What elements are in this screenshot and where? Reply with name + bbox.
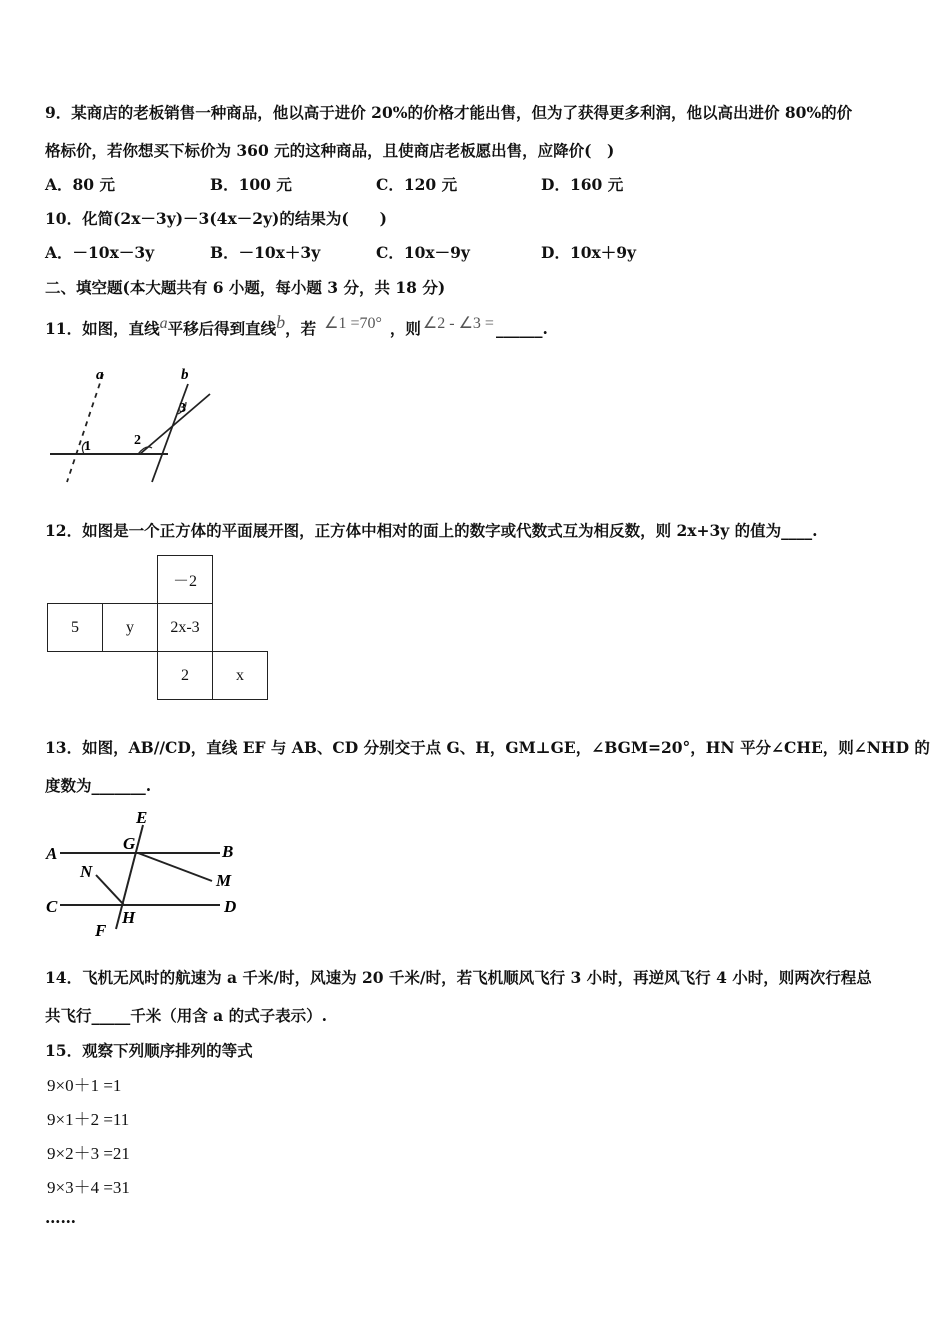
q13-fig-line-hn [96, 875, 124, 905]
q15-ellipsis: …… [45, 1208, 76, 1227]
q15-equation: 9×0＋1 =1 [47, 1076, 122, 1095]
q13-fig-label-b: B [222, 842, 234, 861]
q12-net-cell: 5 [48, 604, 103, 652]
q12-cube-net [47, 555, 268, 700]
section-heading-fill-in: 二、填空题(本大题共有 6 小题，每小题 3 分，共 18 分) [45, 278, 446, 297]
q13-fig-label-h: H [122, 908, 136, 927]
q11-part4: ，则 [389, 319, 421, 339]
q11-var-a: a [159, 315, 168, 332]
q11-var-b: b [276, 312, 286, 332]
q12-net-cell: 2 [158, 652, 213, 700]
q11-fig-label-3: 3 [179, 401, 186, 416]
q10-option-b: B．－10x＋3y [210, 243, 321, 262]
q14-line1: 14．飞机无风时的航速为 a 千米/时，风速为 20 千米/时，若飞机顺风飞行 3 小时，再逆风飞行 4 小时，则两次行程总 [45, 968, 872, 987]
q15-stem: 15．观察下列顺序排列的等式 [45, 1041, 253, 1060]
q15-equation: 9×1＋2 =11 [47, 1110, 130, 1129]
q13-figure [40, 805, 255, 940]
q13-fig-label-n: N [80, 862, 93, 881]
q9-line1: 9．某商店的老板销售一种商品，他以高于进价 20%的价格才能出售，但为了获得更多利润，他以高出进价 80%的价 [45, 103, 853, 122]
q11-fig-transversal [140, 394, 210, 454]
q9-option-b: B．100 元 [210, 175, 292, 194]
q11-part3: ，若 [285, 319, 317, 339]
q14-line2: 共飞行_____千米（用含 a 的式子表示）. [45, 1006, 327, 1025]
q13-fig-label-m: M [216, 871, 232, 890]
q13-fig-label-d: D [224, 897, 237, 916]
q13-fig-label-f: F [95, 921, 107, 940]
q11-part2: 平移后得到直线 [167, 319, 277, 339]
q10-option-a: A．－10x－3y [45, 243, 155, 262]
q10-option-c: C．10x－9y [376, 243, 470, 262]
q11-blank: ______. [495, 319, 548, 339]
q13-line1: 13．如图，AB//CD，直线 EF 与 AB、CD 分别交于点 G、H，GM⊥GE，∠BGM=20°，HN 平分∠CHE，则∠NHD 的 [45, 738, 930, 757]
q10-option-d: D．10x＋9y [541, 243, 637, 262]
q11-part1: 11．如图，直线 [45, 319, 160, 339]
q13-fig-label-c: C [46, 897, 58, 916]
q9-option-a: A．80 元 [45, 175, 115, 194]
q11-expression: ∠2 - ∠3 = [422, 315, 494, 332]
q13-line2: 度数为_______. [45, 776, 152, 795]
q11-figure [40, 362, 230, 487]
q15-equation: 9×2＋3 =21 [47, 1144, 130, 1163]
q13-fig-line-gm [138, 853, 212, 881]
q12-net-cell-top: －2 [158, 556, 213, 604]
q9-line2: 格标价，若你想买下标价为 360 元的这种商品，且使商店老板愿出售，应降价( ) [45, 141, 615, 160]
q11-fig-line-b [152, 384, 188, 482]
q12-net-cell: y [103, 604, 158, 652]
q12-net-cell: 2x-3 [158, 604, 213, 652]
q11-fig-label-b: b [181, 367, 189, 383]
q13-fig-label-g: G [123, 834, 136, 853]
q10-stem: 10．化简(2x－3y)－3(4x－2y)的结果为( ) [45, 209, 387, 228]
q15-equation: 9×3＋4 =31 [47, 1178, 130, 1197]
q9-option-d: D．160 元 [541, 175, 624, 194]
q13-fig-label-a: A [46, 844, 58, 863]
q11-fig-label-1: 1 [84, 439, 91, 454]
q11-fig-label-2: 2 [134, 433, 141, 448]
q11-fig-label-a: a [96, 367, 104, 383]
q11-fig-line-a [67, 374, 103, 482]
q12-net-cell: x [213, 652, 268, 700]
q9-option-c: C．120 元 [376, 175, 458, 194]
q12-stem: 12．如图是一个正方体的平面展开图，正方体中相对的面上的数字或代数式互为相反数，则 2x+3y 的值为____. [45, 521, 818, 540]
q11-stem [45, 312, 548, 339]
q13-fig-label-e: E [136, 808, 148, 827]
q11-condition: ∠1 =70° [324, 315, 382, 332]
